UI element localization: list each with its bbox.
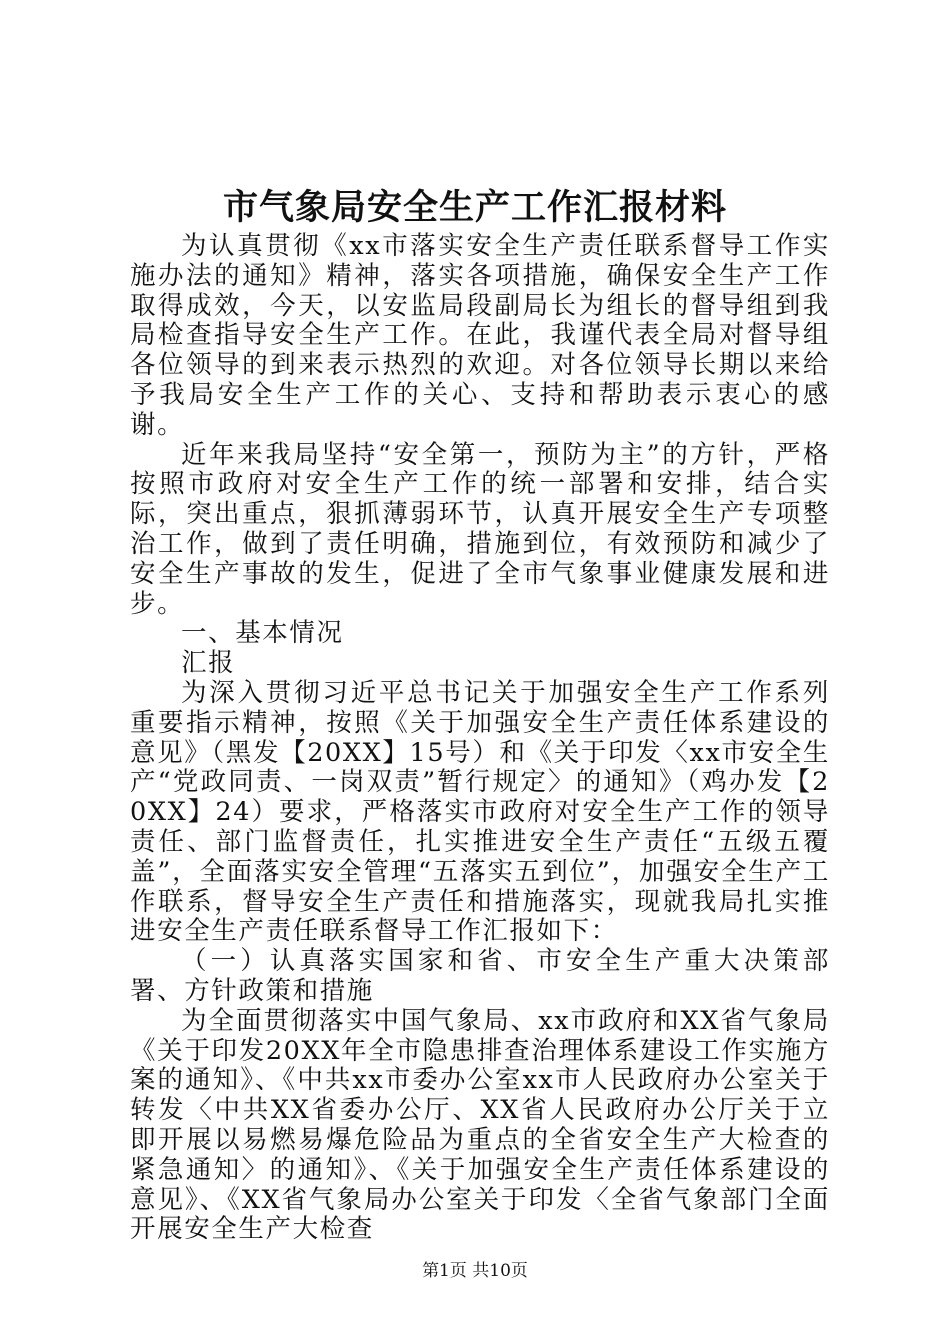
page-number-label: 第1页 共10页 <box>422 1261 528 1281</box>
paragraph: 近年来我局坚持“安全第一，预防为主”的方针，严格按照市政府对安全生产工作的统一部署和安排，结合实际，突出重点，狠抓薄弱环节，认真开展安全生产专项整治工作，做到了责任明确，措施到位，有效预防和减少了安全生产事故的发生，促进了全市气象事业健康发展和进步。 <box>130 439 830 619</box>
paragraph: 为深入贯彻习近平总书记关于加强安全生产工作系列重要指示精神，按照《关于加强安全生产责任体系建设的意见》（黑发【20XX】15号）和《关于印发〈xx市安全生产“党政同责、一岗双责”暂行规定〉的通知》（鸡办发【20XX】24）要求，严格落实市政府对安全生产工作的领导责任、部门监督责任，扎实推进安全生产责任“五级五覆盖”，全面落实安全管理“五落实五到位”，加强安全生产工作联系，督导安全生产责任和措施落实，现就我局扎实推进安全生产责任联系督导工作汇报如下： <box>130 677 830 947</box>
document-title: 市气象局安全生产工作汇报材料 <box>222 187 727 228</box>
paragraph: 为认真贯彻《xx市落实安全生产责任联系督导工作实施办法的通知》精神，落实各项措施，确保安全生产工作取得成效，今天，以安监局段副局长为组长的督导组到我局检查指导安全生产工作。在此，我谨代表全局对督导组各位领导的到来表示热烈的欢迎。对各位领导长期以来给予我局安全生产工作的关心、支持和帮助表示衷心的感谢。 <box>130 231 830 440</box>
page-footer <box>0 1260 950 1282</box>
section-heading: 一、基本情况 <box>181 618 344 649</box>
paragraph: 为全面贯彻落实中国气象局、xx市政府和XX省气象局《关于印发20XX年全市隐患排查治理体系建设工作实施方案的通知》、《中共xx市委办公室xx市人民政府办公室关于转发〈中共XX省委办公厅、XX省人民政府办公厅关于立即开展以易燃易爆危险品为重点的全省安全生产大检查的紧急通知〉的通知》、《关于加强安全生产责任体系建设的意见》、《XX省气象局办公室关于印发〈全省气象部门全面开展安全生产大检查 <box>130 1005 830 1245</box>
paragraph: 汇报 <box>181 648 236 679</box>
document-body <box>130 232 830 1245</box>
subsection-heading: （一）认真落实国家和省、市安全生产重大决策部署、方针政策和措施 <box>130 946 830 1006</box>
